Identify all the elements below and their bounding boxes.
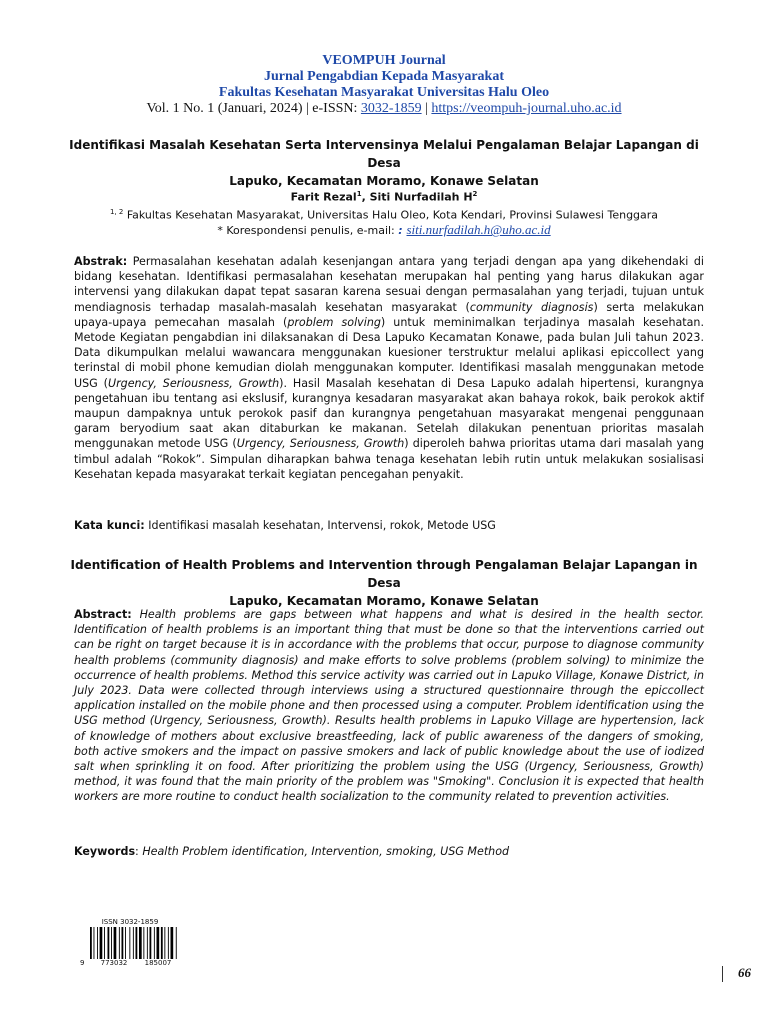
abstrak-label: Abstrak:: [74, 255, 128, 268]
author-sep: ,: [361, 190, 370, 204]
author-2-sup: 2: [472, 190, 478, 198]
journal-name: VEOMPUH Journal: [322, 53, 446, 68]
abstrak-text-3: ) untuk meminimalkan terjadinya masalah kesehatan. Metode Kegiatan pengabdian ini dilaksanakan di Desa Lapuko Kecamatan Konawe, pada bulan Juli tahun 2023. Data dikumpulkan melalui wawancara menggunakan kuesioner terstruktur melalui aplikasi epiccollect yang terinstal di mobil phone kemudian diolah menggunakan komputer. Identifikasi masalah menggunakan metode USG (: [74, 315, 704, 390]
volume-text: Vol. 1 No. 1 (Januari, 2024): [146, 101, 303, 116]
kata-kunci: [74, 518, 704, 533]
abstract-paragraph: [74, 607, 704, 805]
journal-subtitle: Jurnal Pengabdian Kepada Masyarakat: [264, 69, 504, 84]
en-title-line-1: Identification of Health Problems and Intervention through Pengalaman Belajar Lapangan in Desa: [70, 558, 698, 590]
correspondence-label: * Korespondensi penulis, e-mail:: [217, 224, 399, 238]
journal-header: [0, 53, 768, 117]
keywords-text: Health Problem identification, Intervention, smoking, USG Method: [142, 845, 510, 858]
abstract-text: Health problems are gaps between what happens and what is desired in the health sector. Identification of health problems is an important thing that must be done so that the interventions carried out can be right on target because it is in accordance with the problems that occur, purpose to diagnose community health problems (community diagnosis) and make efforts to solve problems (problem solving) to minimize the occurrence of health problems. Method this service activity was carried out in Lapuko Village, Konawe District, in July 2023. Data were collected through interviews using a structured questionnaire through the epiccollect application installed on the mobile phone and then processed using a computer. Problem identification using the USG method (Urgency, Seriousness, Growth). Results health problems in Lapuko Village are hypertension, lack of knowledge of mothers about exclusive breastfeeding, lack of public awareness of the dangers of smoking, both active smokers and the impact on passive smokers and lack of public knowledge about the use of iodized salt when sprinkling it on food. After prioritizing the problem using the USG (Urgency, Seriousness, Growth) method, it was found that the main priority of the problem was "Smoking". Conclusion it is expected that health workers are more routine to conduct health socialization to the community related to prevention activities.: [74, 608, 704, 804]
keywords: [74, 844, 704, 859]
journal-volume-line: [0, 101, 768, 117]
title-line-2: Lapuko, Kecamatan Moramo, Konawe Selatan: [229, 174, 539, 188]
abstrak-italic-3: Urgency, Seriousness, Growth: [107, 376, 280, 390]
colon: :: [398, 224, 407, 238]
author-1: Farit Rezal: [290, 190, 357, 204]
email-link[interactable]: siti.nurfadilah.h@uho.ac.id: [406, 222, 551, 238]
issn-barcode: [80, 918, 180, 968]
eissn-label: | e-ISSN:: [302, 101, 361, 116]
abstrak-text-5: ) diperoleh bahwa prioritas utama dari masalah yang timbul adalah “Rokok”. Simpulan diharapkan bahwa tenaga kesehatan lebih rutin untuk melakukan sosialisasi Kesehatan kepada masyarakat terkait kegiatan pencegahan penyakit.: [74, 437, 704, 481]
author-1-sup: 1: [356, 190, 362, 198]
barcode-digit-2: 773032: [100, 959, 128, 967]
barcode-digit-1: 9: [80, 959, 85, 967]
barcode-bars: [80, 927, 180, 959]
keywords-label: Keywords: [74, 845, 136, 858]
journal-faculty: Fakultas Kesehatan Masyarakat Universitas Halu Oleo: [218, 85, 550, 100]
abstrak-paragraph: [74, 254, 704, 482]
barcode-digits: [80, 959, 180, 967]
barcode-issn-label: ISSN 3032-1859: [101, 918, 159, 926]
abstrak-italic-1: community diagnosis: [469, 300, 594, 314]
affiliation-text: Fakultas Kesehatan Masyarakat, Universitas Halu Oleo, Kota Kendari, Provinsi Sulawesi Tenggara: [126, 208, 659, 222]
authors-block: [40, 187, 728, 238]
abstrak-text-2: ) serta melakukan upaya-upaya pemecahan masalah (: [74, 300, 704, 329]
kata-kunci-label: Kata kunci:: [74, 519, 145, 532]
abstrak-italic-2: problem solving: [287, 315, 381, 329]
author-2: Siti Nurfadilah H: [369, 190, 473, 204]
english-title: [60, 556, 708, 610]
en-title-line-2: Lapuko, Kecamatan Moramo, Konawe Selatan: [229, 594, 539, 608]
keywords-colon: :: [135, 845, 143, 858]
journal-url-link[interactable]: https://veompuh-journal.uho.ac.id: [431, 101, 622, 116]
correspondence: [40, 222, 728, 238]
affiliation-sup: 1, 2: [109, 207, 124, 216]
footer-divider: [722, 966, 723, 982]
page-number: 66: [738, 965, 751, 980]
abstract-label: Abstract:: [74, 608, 132, 621]
title-line-1: Identifikasi Masalah Kesehatan Serta Intervensinya Melalui Pengalaman Belajar Lapangan di Desa: [69, 138, 699, 170]
abstrak-text-4: ). Hasil Masalah kesehatan di Desa Lapuko adalah hipertensi, kurangnya pengetahuan ibu tentang asi ekslusif, kurangnya kesadaran masyarakat akan bahaya rokok, baik perokok aktif maupun dampaknya untuk perokok pasif dan kurangnya pengetahuan masyarakat mengenai penggunaan garam beryodium saat akan ditaburkan ke makanan. Setelah dilakukan penentuan prioritas masalah menggunakan metode USG (: [74, 376, 704, 451]
abstrak-text-1: Permasalahan kesehatan adalah kesenjangan antara yang terjadi dengan apa yang dikehendaki di bidang kesehatan. Identifikasi permasalahan kesehatan merupakan hal penting yang harus dilakukan agar intervensi yang dilakukan dapat tepat sasaran karena sesuai dengan permasalahan yang terjadi, tujuan untuk mendiagnosis terhadap masalah-masalah kesehatan masyarakat (: [74, 255, 704, 314]
kata-kunci-text: Identifikasi masalah kesehatan, Intervensi, rokok, Metode USG: [144, 519, 496, 532]
abstrak-italic-4: Urgency, Seriousness, Growth: [236, 437, 405, 451]
separator: |: [421, 101, 432, 116]
barcode-digit-3: 185007: [144, 959, 172, 967]
indonesian-title: [60, 136, 708, 190]
affiliation: [40, 205, 728, 223]
author-names: [40, 187, 728, 205]
issn-link[interactable]: 3032-1859: [360, 101, 422, 116]
